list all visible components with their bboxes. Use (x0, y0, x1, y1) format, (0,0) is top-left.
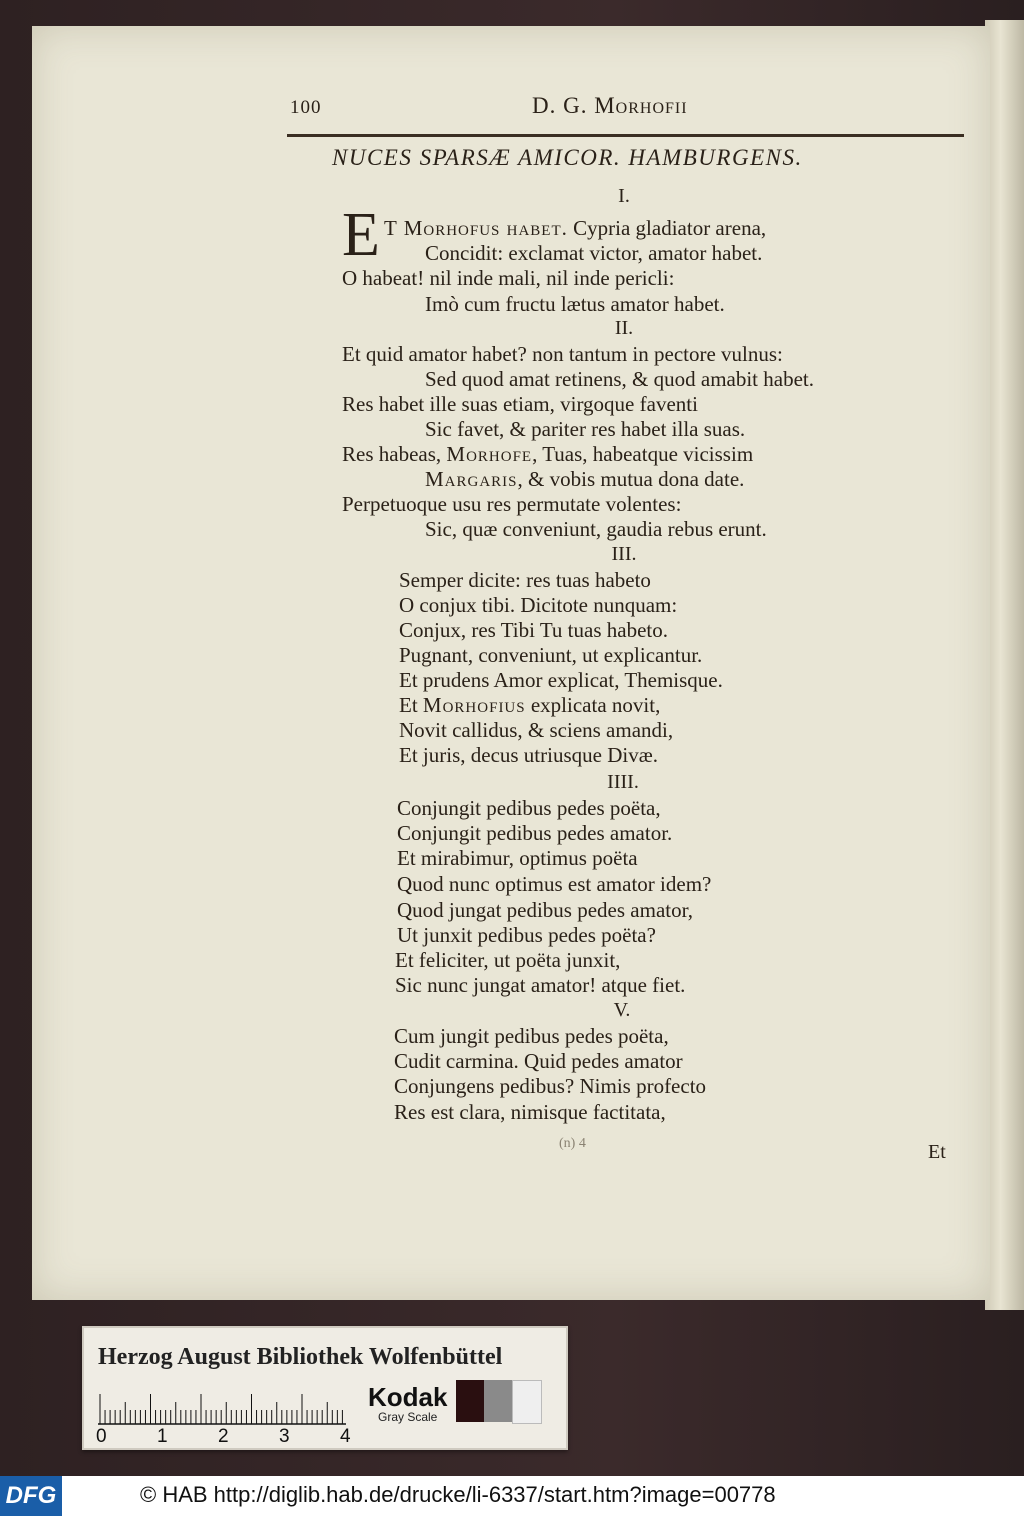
drop-cap: E (342, 201, 380, 269)
copyright-link[interactable]: © HAB http://diglib.hab.de/drucke/li-6337/start.htm?image=00778 (140, 1482, 776, 1507)
verse-line: Sic, quæ conveniunt, gaudia rebus erunt. (425, 517, 767, 541)
book-page (32, 26, 990, 1300)
kodak-logo: Kodak (368, 1382, 448, 1412)
header-rule (287, 134, 964, 137)
section-numeral: V. (613, 999, 631, 1021)
verse-line: Sic nunc jungat amator! atque fiet. (395, 973, 686, 997)
verse-line (342, 442, 753, 466)
verse-line (425, 467, 744, 491)
page-number: 100 (290, 97, 322, 118)
verse-line: Cum jungit pedibus pedes poëta, (394, 1024, 669, 1048)
gray-swatch (484, 1380, 512, 1422)
facing-page-edge (985, 20, 1024, 1310)
poem-title: NUCES SPARSÆ AMICOR. HAMBURGENS. (332, 145, 803, 170)
verse-line: Novit callidus, & sciens amandi, (399, 718, 674, 742)
verse-text: Cypria gladiator arena, (567, 216, 767, 240)
gray-swatch (456, 1380, 484, 1422)
institution-name: Herzog August Bibliothek Wolfenbüttel (98, 1344, 503, 1370)
dfg-logo[interactable]: DFG (0, 1476, 62, 1516)
verse-line: Sed quod amat retinens, & quod amabit habet. (425, 367, 814, 391)
verse-line: Imò cum fructu lætus amator habet. (425, 292, 725, 316)
ruler-number: 4 (340, 1426, 351, 1447)
ruler-numbers (96, 1426, 356, 1448)
verse-line: Et mirabimur, optimus poëta (397, 846, 638, 870)
verse-line: Conjungit pedibus pedes amator. (397, 821, 673, 845)
verse-line: Res habet ille suas etiam, virgoque faventi (342, 392, 698, 416)
section-numeral: I. (618, 185, 630, 207)
verse-line: Perpetuoque usu res permutate volentes: (342, 492, 682, 516)
ruler-number: 1 (157, 1426, 168, 1447)
verse-line: Et prudens Amor explicat, Themisque. (399, 668, 723, 692)
verse-line: Conjungit pedibus pedes poëta, (397, 796, 661, 820)
verse-text: , Tuas, habeatque vicissim (532, 442, 754, 466)
verse-line: O habeat! nil inde mali, nil inde pericli: (342, 266, 675, 290)
verse-line: Pugnant, conveniunt, ut explicantur. (399, 643, 703, 667)
verse-line (399, 693, 660, 717)
footer-bar (0, 1476, 1024, 1516)
verse-line: Quod nunc optimus est amator idem? (397, 872, 712, 896)
verse-line: Quod jungat pedibus pedes amator, (397, 898, 694, 922)
section-numeral: III. (611, 543, 637, 565)
verse-line: Conjux, res Tibi Tu tuas habeto. (399, 618, 668, 642)
ruler-number: 0 (96, 1426, 107, 1447)
gray-swatch (512, 1380, 542, 1424)
verse-line: Semper dicite: res tuas habeto (399, 568, 651, 592)
section-numeral: IIII. (607, 771, 639, 793)
verse-line: Res est clara, nimisque factitata, (394, 1100, 666, 1124)
ruler-scale (98, 1386, 346, 1426)
verse-smallcaps: Margaris (425, 467, 518, 491)
color-target-card (82, 1326, 568, 1450)
verse-text: Et (399, 693, 423, 717)
verse-line: Et feliciter, ut poëta junxit, (395, 948, 621, 972)
verse-line: Ut junxit pedibus pedes poëta? (397, 923, 656, 947)
verse-line: Conjungens pedibus? Nimis profecto (394, 1074, 707, 1098)
verse-text: Res habeas, (342, 442, 447, 466)
ruler-number: 2 (218, 1426, 229, 1447)
ruler-number: 3 (279, 1426, 290, 1447)
verse-text: , & vobis mutua dona date. (517, 467, 745, 491)
verse-line: Cudit carmina. Quid pedes amator (394, 1049, 683, 1073)
verse-line: O conjux tibi. Dicitote nunquam: (399, 593, 678, 617)
verse-line (384, 216, 766, 240)
verse-line: Et juris, decus utriusque Divæ. (399, 743, 658, 767)
verse-line: Sic favet, & pariter res habet illa suas. (425, 417, 746, 441)
section-numeral: II. (614, 317, 634, 339)
running-head: D. G. Morhofii (532, 93, 688, 118)
verse-smallcaps: T Morhofus habet. (384, 216, 568, 240)
verse-smallcaps: Morhofius (422, 693, 526, 717)
verse-line: Concidit: exclamat victor, amator habet. (425, 241, 763, 265)
verse-text: explicata novit, (525, 693, 661, 717)
catchword: Et (928, 1141, 946, 1163)
verse-line: Et quid amator habet? non tantum in pectore vulnus: (342, 342, 783, 366)
signature-mark: (n) 4 (559, 1136, 586, 1151)
gray-scale-label: Gray Scale (378, 1410, 438, 1424)
verse-smallcaps: Morhofe (446, 442, 533, 466)
